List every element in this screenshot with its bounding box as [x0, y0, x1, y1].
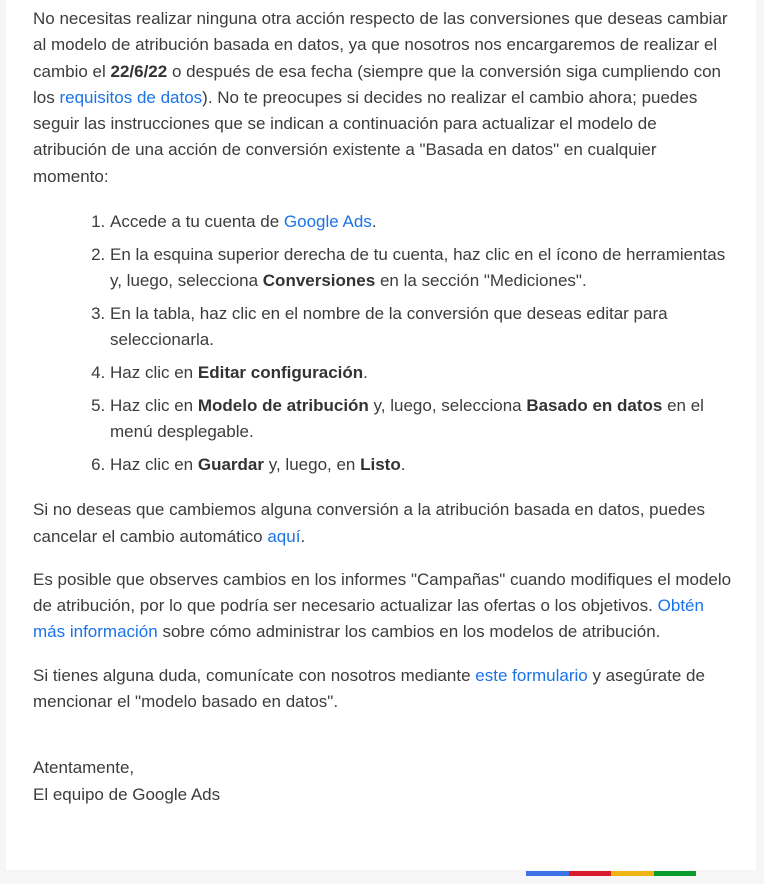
bar-blue: [526, 871, 569, 876]
text: sobre cómo administrar los cambios en los modelos de atribución.: [157, 622, 661, 642]
step-6: [110, 452, 733, 478]
step-5: [110, 393, 733, 446]
bold-text: Modelo de atribución: [197, 395, 369, 415]
contact-paragraph: [33, 663, 733, 716]
bold-text: Conversiones: [262, 271, 376, 291]
email-body: [33, 6, 733, 808]
text: ). No te preocupes si decides no realizar el cambio ahora; puedes seguir las instrucciones que se indican a continuación para actualizar el modelo de atribución de una acción de conversión existente a "Basada en datos" en cualquier momento:: [33, 87, 698, 186]
cancel-here-link[interactable]: aquí: [267, 526, 301, 546]
sign-off: Atentamente,: [33, 758, 135, 778]
text: y, luego, en: [264, 454, 361, 474]
google-ads-link[interactable]: Google Ads: [283, 212, 372, 232]
text: .: [300, 526, 306, 546]
steps-list: [33, 209, 733, 478]
text: .: [363, 363, 368, 383]
step-3: [110, 301, 733, 354]
bold-text: Basado en datos: [526, 395, 663, 415]
text: .: [371, 212, 377, 232]
google-color-bar: [526, 871, 696, 876]
bold-text: Editar configuración: [197, 363, 364, 383]
text: En la esquina superior derecha de tu cuenta, haz clic en el ícono de herramientas y, luego, selecciona: [110, 244, 726, 291]
step-4: [110, 360, 733, 386]
text: No necesitas realizar ninguna otra acción respecto de las conversiones que deseas cambiar al modelo de atribución basada en datos, ya que nosotros nos encargaremos de realizar el cambio el: [33, 9, 728, 81]
contact-form-link[interactable]: este formulario: [475, 665, 588, 685]
text: o después de esa fecha (siempre que la conversión siga cumpliendo con los: [33, 61, 721, 107]
text: Si tienes alguna duda, comunícate con nosotros mediante: [33, 665, 476, 685]
text: Accede a tu cuenta de: [110, 212, 284, 232]
text: En la tabla, haz clic en el nombre de la conversión que deseas editar para seleccionarla.: [110, 303, 668, 350]
learn-more-link[interactable]: Obtén más información: [33, 596, 704, 642]
bold-text: Guardar: [197, 454, 265, 474]
text: y, luego, selecciona: [368, 395, 527, 415]
text: Haz clic en: [110, 454, 198, 474]
bar-red: [569, 871, 611, 876]
text: Es posible que observes cambios en los informes "Campañas" cuando modifiques el modelo de atribución, por lo que podría ser necesario actualizar las ofertas o los objetivos.: [33, 569, 732, 616]
step-1: [110, 209, 733, 235]
text: Si no deseas que cambiemos alguna conversión a la atribución basada en datos, puedes cancelar el cambio automático: [33, 500, 705, 546]
step-2: [110, 242, 733, 295]
intro-paragraph: [33, 6, 733, 190]
bold-text: Listo: [360, 454, 401, 474]
text: en la sección "Mediciones".: [375, 271, 587, 291]
text: y asegúrate de mencionar el "modelo basado en datos".: [33, 665, 705, 712]
text: en el menú desplegable.: [110, 395, 704, 442]
closing: [33, 755, 733, 808]
text: .: [400, 454, 406, 474]
text: Haz clic en: [110, 395, 198, 415]
bar-green: [654, 871, 696, 876]
bar-yellow: [611, 871, 654, 876]
signature: El equipo de Google Ads: [33, 784, 221, 804]
email-card: [6, 0, 756, 870]
cancel-paragraph: [33, 497, 733, 550]
data-requirements-link[interactable]: requisitos de datos: [59, 87, 203, 107]
change-date: 22/6/22: [110, 61, 168, 81]
changes-paragraph: [33, 567, 733, 646]
text: Haz clic en: [110, 363, 198, 383]
